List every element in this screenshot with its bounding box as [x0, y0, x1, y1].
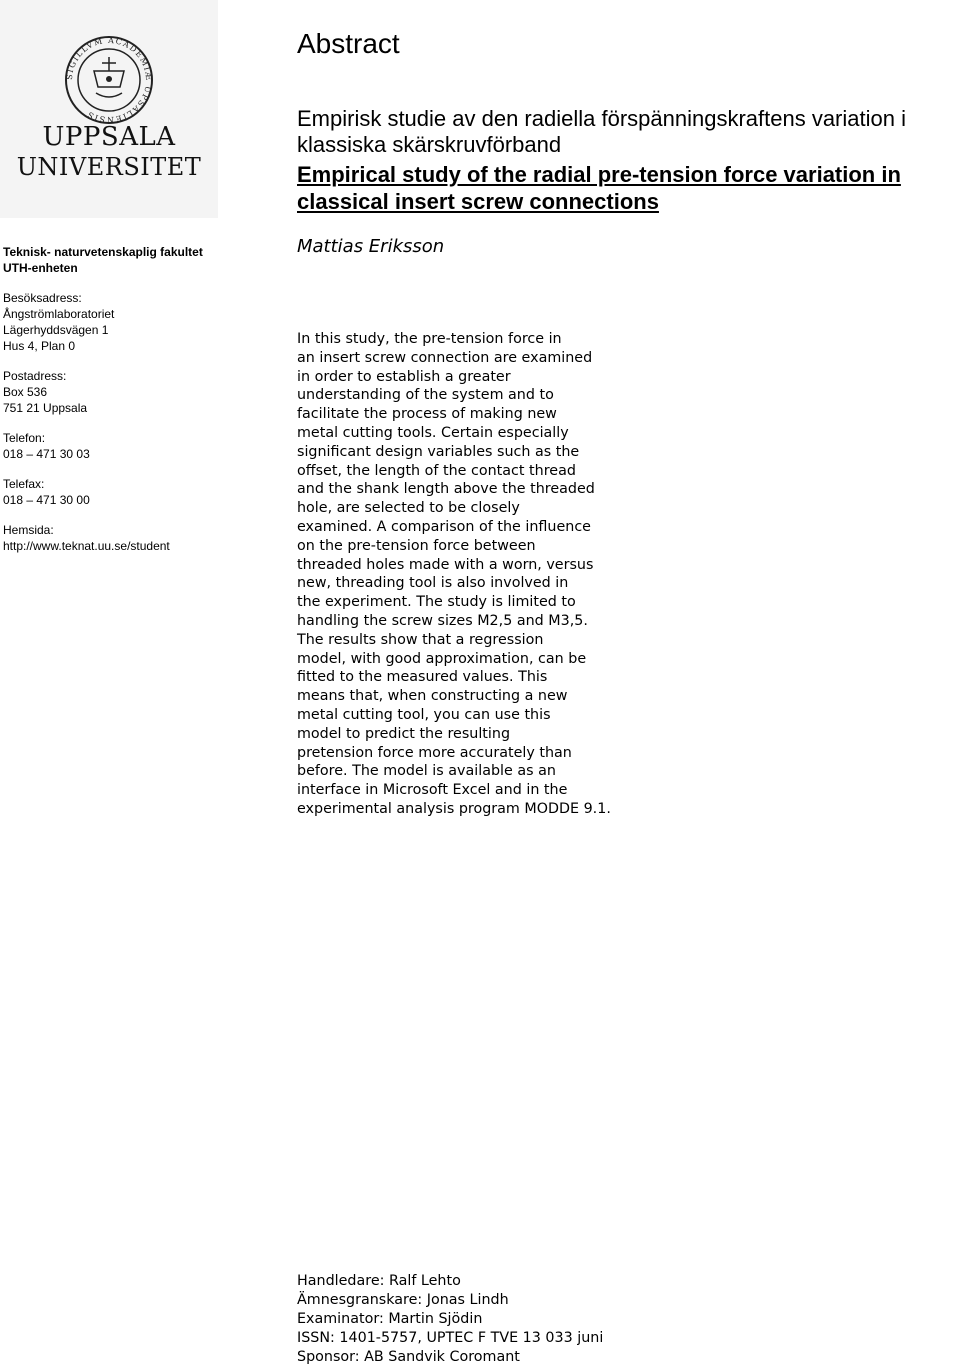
seal-text: SIGILLVM ACADEMIÆ UPSALIENSIS: [64, 35, 154, 125]
abstract-line: model, with good approximation, can be: [297, 650, 587, 667]
visiting-address: [3, 290, 218, 354]
website-label: Hemsida:: [3, 523, 54, 537]
fax-label: Telefax:: [3, 477, 45, 491]
page-title: Abstract: [297, 28, 400, 59]
abstract-line: an insert screw connection are examined: [297, 349, 593, 366]
abstract-line: hole, are selected to be closely: [297, 500, 520, 517]
abstract-text: [297, 330, 637, 819]
sidebar: [0, 0, 222, 1369]
abstract-line: understanding of the system and to: [297, 387, 554, 404]
sponsor: Sponsor: AB Sandvik Coromant: [297, 1349, 520, 1365]
english-title: [297, 161, 957, 215]
examiner: Examinator: Martin Sjödin: [297, 1311, 483, 1327]
logo-wordmark-line2: UNIVERSITET: [16, 153, 202, 181]
visiting-address-line: Ångströmlaboratoriet: [3, 307, 115, 321]
supervisor: Handledare: Ralf Lehto: [297, 1273, 461, 1289]
abstract-line: offset, the length of the contact thread: [297, 462, 576, 479]
unit-line: UTH-enheten: [3, 261, 78, 275]
visiting-address-line: Hus 4, Plan 0: [3, 339, 76, 353]
abstract-line: In this study, the pre-tension force in: [297, 331, 562, 347]
abstract-line: handling the screw sizes M2,5 and M3,5.: [297, 612, 588, 629]
subject-reviewer: Ämnesgranskare: Jonas Lindh: [297, 1292, 509, 1308]
abstract-line: metal cutting tool, you can use this: [297, 706, 551, 723]
fax-number: 018 – 471 30 00: [3, 493, 90, 507]
logo-wordmark-line1: UPPSALA: [42, 122, 176, 152]
abstract-line: metal cutting tools. Certain especially: [297, 424, 569, 441]
abstract-line: on the pre-tension force between: [297, 537, 536, 554]
abstract-line: pretension force more accurately than: [297, 744, 572, 761]
visiting-address-label: Besöksadress:: [3, 291, 82, 305]
abstract-line: in order to establish a greater: [297, 368, 511, 385]
contact-info: [3, 244, 218, 554]
abstract-line: experimental analysis program MODDE 9.1.: [297, 800, 611, 817]
abstract-line: The results show that a regression: [297, 631, 544, 648]
thesis-credits: [297, 1272, 757, 1367]
abstract-line: before. The model is available as an: [297, 763, 556, 780]
website: [3, 522, 218, 554]
postal-address-label: Postadress:: [3, 369, 67, 383]
faculty-name: [3, 244, 218, 276]
swedish-title: Empirisk studie av den radiella förspänningskraftens variation i klassiska skärskruvförband: [297, 106, 906, 157]
phone-label: Telefon:: [3, 431, 46, 445]
visiting-address-line: Lägerhyddsvägen 1: [3, 323, 109, 337]
abstract-line: significant design variables such as the: [297, 443, 580, 460]
website-url: http://www.teknat.uu.se/student: [3, 539, 170, 553]
abstract-line: the experiment. The study is limited to: [297, 594, 576, 611]
abstract-line: threaded holes made with a worn, versus: [297, 556, 594, 573]
english-title-text: Empirical study of the radial pre-tension force variation in classical insert screw connections: [297, 162, 901, 214]
phone: [3, 430, 218, 462]
faculty-line: Teknisk- naturvetenskaplig fakultet: [3, 245, 203, 259]
abstract-line: fitted to the measured values. This: [297, 669, 548, 686]
university-logo: [0, 0, 218, 218]
postal-address-line: Box 536: [3, 385, 48, 399]
postal-address: [3, 368, 218, 416]
fax: [3, 476, 218, 508]
issn: ISSN: 1401-5757, UPTEC F TVE 13 033 juni: [297, 1330, 604, 1346]
abstract-line: facilitate the process of making new: [297, 406, 557, 423]
postal-address-line: 751 21 Uppsala: [3, 401, 88, 415]
author-name: Mattias Eriksson: [297, 236, 445, 257]
abstract-line: and the shank length above the threaded: [297, 481, 595, 498]
abstract-line: examined. A comparison of the influence: [297, 518, 591, 535]
abstract-line: means that, when constructing a new: [297, 688, 568, 705]
phone-number: 018 – 471 30 03: [3, 447, 90, 461]
abstract-line: model to predict the resulting: [297, 725, 511, 742]
university-seal-icon: [64, 35, 154, 125]
abstract-line: interface in Microsoft Excel and in the: [297, 782, 568, 799]
abstract-line: new, threading tool is also involved in: [297, 575, 569, 592]
